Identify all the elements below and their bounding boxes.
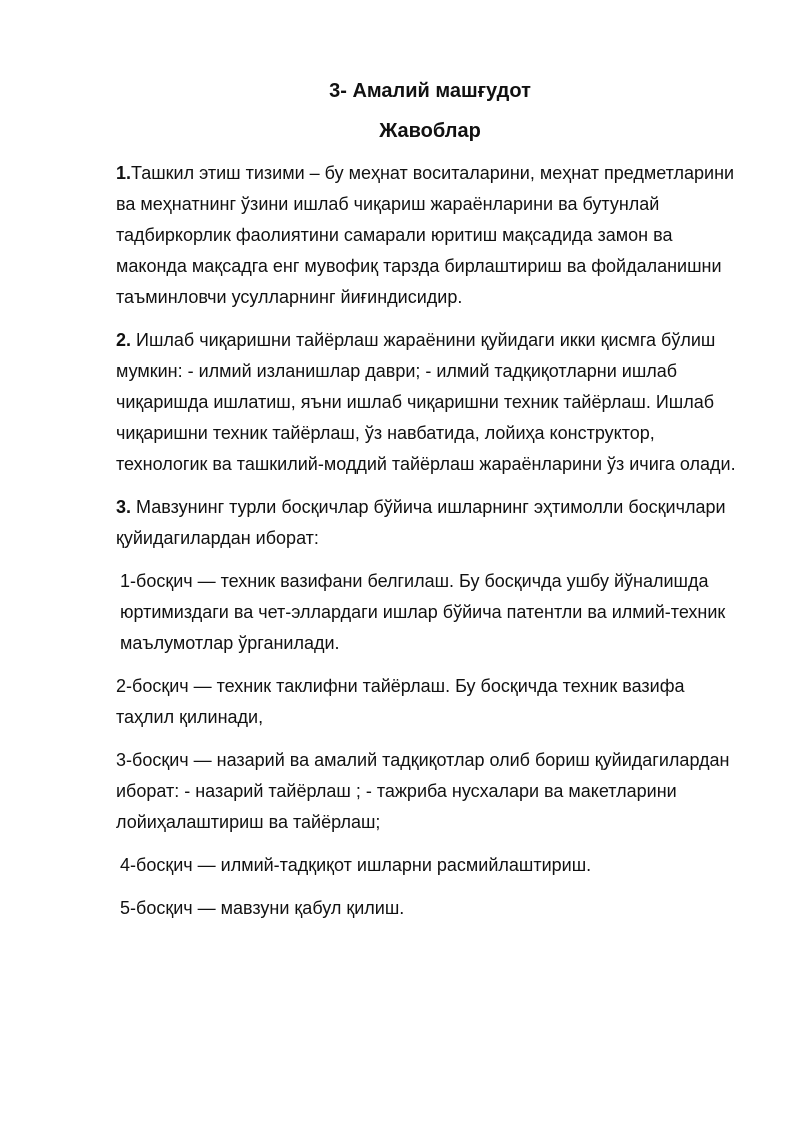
answer-text-1: Ташкил этиш тизими – бу меҳнат воситаларини, меҳнат предметларини ва меҳнатнинг ўзини ишлаб чиқариш жараёнларини ва бутунлай тадбиркорлик фаолиятини самарали юритиш мақсадида замон ва маконда мақсадга енг мувофиқ тарзда бирлаштириш ва фойдаланишни таъминловчи усулларнинг йиғиндисидир. <box>116 163 735 307</box>
answer-number-3: 3. <box>116 497 132 517</box>
document-title: 3- Амалий машғудот <box>329 80 531 102</box>
stage-paragraph-2: 2-босқич — техник таклифни тайёрлаш. Бу босқичда техник вазифа таҳлил қилинади, <box>116 676 685 727</box>
answer-paragraph-1 <box>116 158 744 313</box>
document-subtitle: Жавоблар <box>379 120 481 142</box>
answer-text-3: Мавзунинг турли босқичлар бўйича ишларнинг эҳтимолли босқичлари қуйидагилардан иборат: <box>116 497 726 548</box>
stage-paragraph-3: 3-босқич — назарий ва амалий тадқиқотлар олиб бориш қуйидагилардан иборат: - назарий тайёрлаш ; - тажриба нусхалари ва макетларини лойиҳалаштириш ва тайёрлаш; <box>116 750 730 832</box>
stage-paragraph-1: 1-босқич — техник вазифани белгилаш. Бу босқичда ушбу йўналишда юртимиздаги ва чет-эллардаги ишлар бўйича патентли ва илмий-техник маълумотлар ўрганилади. <box>120 571 726 653</box>
answer-paragraph-3 <box>116 492 744 554</box>
answer-text-2: Ишлаб чиқаришни тайёрлаш жараёнини қуйидаги икки қисмга бўлиш мумкин: - илмий изланишлар даври; - илмий тадқиқотларни ишлаб чиқаришда ишлатиш, яъни ишлаб чиқаришни техник тайёрлаш. Ишлаб чиқаришни техник тайёрлаш, ўз навбатида, лойиҳа конструктор, технологик ва ташкилий-моддий тайёрлаш жараёнларини ўз ичига олади. <box>116 330 736 474</box>
document-page <box>116 76 744 936</box>
answer-number-1: 1. <box>116 163 132 183</box>
stage-paragraph-4: 4-босқич — илмий-тадқиқот ишларни расмийлаштириш. <box>120 855 592 875</box>
stage-paragraph-5: 5-босқич — мавзуни қабул қилиш. <box>120 898 405 918</box>
answer-number-2: 2. <box>116 330 132 350</box>
answer-paragraph-2 <box>116 325 744 480</box>
